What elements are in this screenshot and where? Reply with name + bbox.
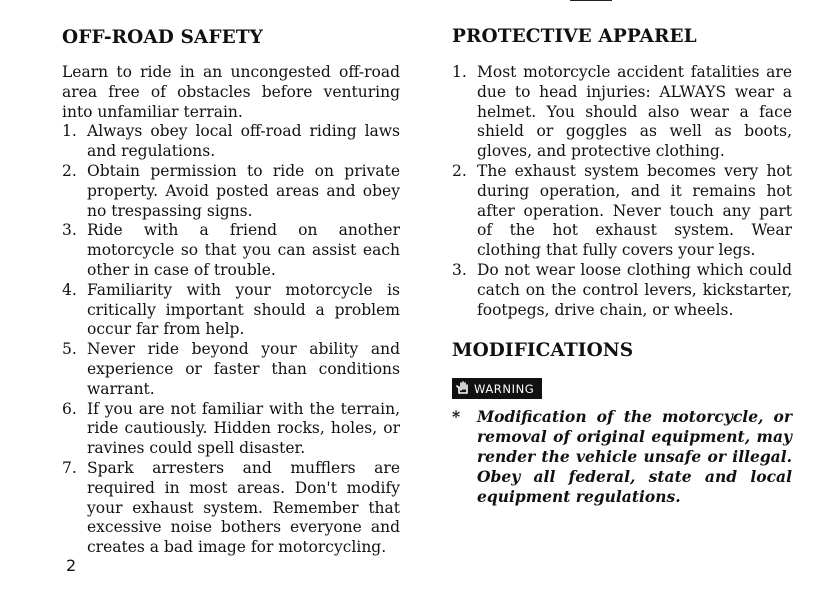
- right-column: [452, 0, 792, 506]
- list-item-number: 4.: [62, 280, 77, 299]
- list-item: [452, 261, 792, 320]
- list-item-text: Obtain permission to ride on private property. Avoid posted areas and obey no trespassing signs.: [87, 161, 400, 220]
- list-item: [452, 162, 792, 261]
- off-road-intro: Learn to ride in an uncongested off-road area free of obstacles before venturing into unfamiliar terrain.: [62, 63, 400, 121]
- list-item-number: 1.: [452, 63, 467, 81]
- list-item-text: Never ride beyond your ability and experience or faster than conditions warrant.: [87, 340, 400, 398]
- list-item-number: 3.: [452, 260, 467, 279]
- list-item-number: 1.: [62, 122, 77, 141]
- list-item-number: 6.: [62, 399, 77, 418]
- left-column: [62, 0, 400, 558]
- list-item: [452, 63, 792, 162]
- list-item: [62, 340, 400, 399]
- list-item-number: 7.: [62, 458, 77, 477]
- list-item-text: Always obey local off-road riding laws and regulations.: [87, 122, 400, 161]
- page-number: 2: [66, 556, 77, 575]
- list-item-text: The exhaust system becomes very hot during operation, and it remains hot after operation. Never touch any part of the hot exhaust system. Wear clothing that fully covers your legs.: [477, 161, 792, 260]
- list-item: [62, 122, 400, 162]
- list-item-text: Ride with a friend on another motorcycle so that you can assist each other in case of trouble.: [87, 221, 400, 279]
- off-road-safety-heading: OFF-ROAD SAFETY: [62, 27, 263, 48]
- list-item-number: 5.: [62, 340, 77, 359]
- list-item-text: Familiarity with your motorcycle is critically important should a problem occur far from help.: [87, 280, 400, 339]
- hand-icon: [456, 380, 470, 397]
- list-item-text: If you are not familiar with the terrain, ride cautiously. Hidden rocks, holes, or ravines could spell disaster.: [87, 399, 400, 458]
- warning-bullet: *: [452, 407, 461, 427]
- list-item: [62, 400, 400, 459]
- list-item-text: Do not wear loose clothing which could catch on the control levers, kickstarter, footpegs, drive chain, or wheels.: [477, 260, 792, 319]
- list-item-text: Spark arresters and mufflers are required in most areas. Don't modify your exhaust system. Remember that excessive noise bothers everyone and creates a bad image for motorcycling.: [87, 458, 400, 557]
- protective-apparel-list: [452, 63, 792, 320]
- list-item: [62, 459, 400, 558]
- list-item: [62, 162, 400, 221]
- warning-label: WARNING: [474, 381, 535, 396]
- warning-text-body: Modification of the motorcycle, or removal of original equipment, may render the vehicle unsafe or illegal. Obey all federal, state and local equipment regulations.: [477, 407, 792, 506]
- list-item-number: 3.: [62, 221, 77, 240]
- list-item-text: Most motorcycle accident fatalities are due to head injuries: ALWAYS wear a helmet. You should also wear a face shield or goggles as well as boots, gloves, and protective clothing.: [477, 63, 792, 161]
- modifications-heading: MODIFICATIONS: [452, 340, 634, 362]
- list-item-number: 2.: [452, 161, 467, 180]
- off-road-safety-list: [62, 122, 400, 558]
- list-item: [62, 221, 400, 280]
- warning-text: [452, 407, 792, 506]
- protective-apparel-heading: PROTECTIVE APPAREL: [452, 26, 697, 47]
- list-item-number: 2.: [62, 161, 77, 180]
- warning-badge: [452, 378, 542, 399]
- list-item: [62, 281, 400, 340]
